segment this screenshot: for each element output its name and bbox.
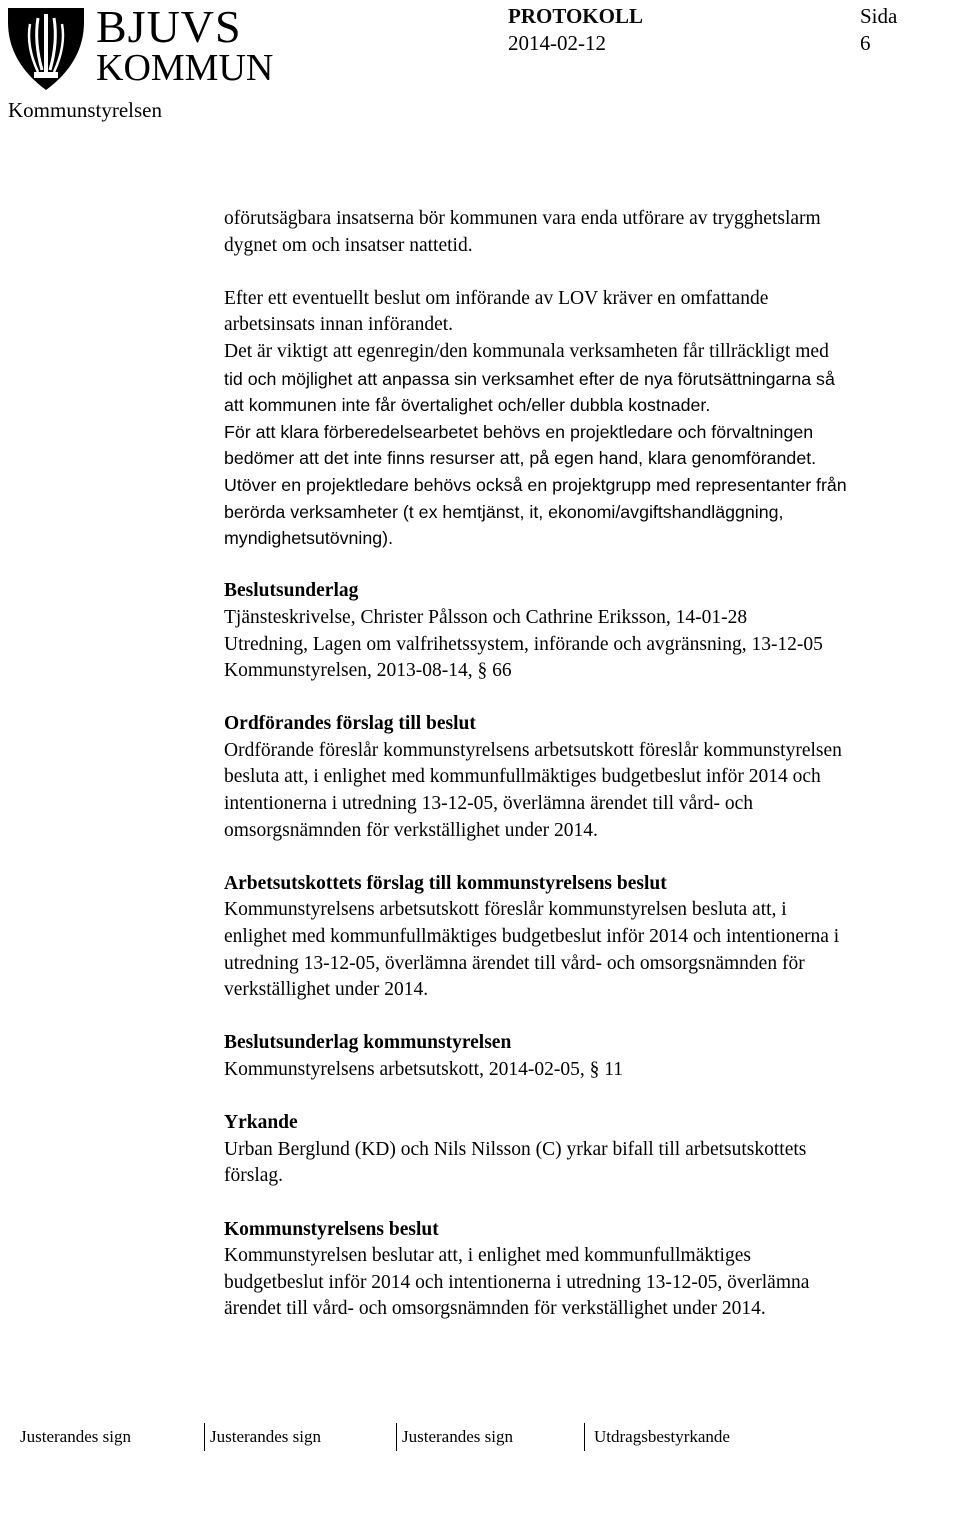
page-label: Sida: [860, 4, 898, 28]
text-line: besluta att, i enlighet med kommunfullmäktiges budgetbeslut inför 2014 och: [224, 766, 821, 788]
signature-footer: [0, 1423, 960, 1473]
signature-box-2: [204, 1423, 396, 1473]
text-line: Kommunstyrelsens arbetsutskott, 2014-02-05, § 11: [224, 1059, 623, 1080]
text-line: förslag.: [224, 1165, 284, 1187]
section-heading: Arbetsutskottets förslag till kommunstyrelsens beslut: [224, 872, 667, 894]
section-heading: Yrkande: [224, 1112, 298, 1134]
text-line: Ordförande föreslår kommunstyrelsens arbetsutskott föreslår kommunstyrelsen: [224, 739, 842, 761]
section-heading: Beslutsunderlag kommunstyrelsen: [224, 1032, 512, 1054]
text-line: Utredning, Lagen om valfrihetssystem, införande och avgränsning, 13-12-05: [224, 633, 823, 655]
page-number: 6: [860, 31, 871, 55]
text-line: myndighetsutövning).: [224, 528, 394, 549]
text-line: Kommunstyrelsen beslutar att, i enlighet med kommunfullmäktiges: [224, 1245, 751, 1267]
signature-label: Utdragsbestyrkande: [594, 1427, 730, 1446]
signature-box-4: [584, 1423, 960, 1473]
text-line: verkställighet under 2014.: [224, 979, 429, 1001]
section-heading: Beslutsunderlag: [224, 580, 359, 602]
text-line: intentionerna i utredning 13-12-05, överlämna ärendet till vård- och: [224, 793, 754, 815]
text-line: oförutsägbara insatserna bör kommunen vara enda utförare av trygghetslarm: [224, 208, 821, 229]
text-line: dygnet om och insatser nattetid.: [224, 234, 473, 256]
text-line: Kommunstyrelsens arbetsutskott föreslår kommunstyrelsen besluta att, i: [224, 899, 787, 921]
signature-label: Justerandes sign: [210, 1427, 321, 1446]
section-heading: Kommunstyrelsens beslut: [224, 1218, 439, 1240]
signature-label: Justerandes sign: [20, 1427, 131, 1446]
text-line: enlighet med kommunfullmäktiges budgetbeslut inför 2014 och intentionerna i: [224, 926, 840, 948]
bjuvs-kommun-logo: [4, 1, 274, 94]
signature-box-1: [0, 1423, 204, 1473]
text-line: arbetsinsats innan införandet.: [224, 314, 454, 336]
text-line: omsorgsnämnden för verkställighet under 2014.: [224, 819, 598, 841]
text-line: bedömer att det inte finns resurser att, på egen hand, klara genomförandet.: [224, 448, 817, 469]
text-line: Tjänsteskrivelse, Christer Pålsson och Cathrine Eriksson, 14-01-28: [224, 606, 748, 628]
document-type: PROTOKOLL: [508, 4, 643, 28]
text-line: berörda verksamheter (t ex hemtjänst, it, ekonomi/avgiftshandläggning,: [224, 501, 784, 522]
text-line: För att klara förberedelsearbetet behövs en projektledare och förvaltningen: [224, 421, 814, 442]
text-line: budgetbeslut inför 2014 och intentionerna i utredning 13-12-05, överlämna: [224, 1271, 810, 1293]
text-line: Det är viktigt att egenregin/den kommunala verksamheten får tillräckligt med: [224, 340, 829, 362]
text-line: utredning 13-12-05, överlämna ärendet till vård- och omsorgsnämnden för: [224, 952, 805, 974]
text-line: Kommunstyrelsen, 2013-08-14, § 66: [224, 660, 512, 682]
document-body: [224, 206, 958, 1323]
text-line: tid och möjlighet att anpassa sin verksamhet efter de nya förutsättningarna så: [224, 368, 835, 389]
text-line: ärendet till vård- och omsorgsnämnden för verkställighet under 2014.: [224, 1298, 766, 1320]
section-heading: Ordförandes förslag till beslut: [224, 713, 476, 735]
text-line: Urban Berglund (KD) och Nils Nilsson (C) yrkar bifall till arbetsutskottets: [224, 1138, 807, 1160]
logo-text-bjuvs: BJUVS: [96, 1, 242, 52]
signature-box-3: [396, 1423, 584, 1473]
logo-text-kommun: KOMMUN: [96, 47, 274, 89]
organ-name: Kommunstyrelsen: [8, 98, 162, 122]
text-line: Utöver en projektledare behövs också en projektgrupp med representanter från: [224, 474, 847, 495]
signature-label: Justerandes sign: [402, 1427, 513, 1446]
text-line: Efter ett eventuellt beslut om införande av LOV kräver en omfattande: [224, 287, 769, 309]
text-line: att kommunen inte får övertalighet och/eller dubbla kostnader.: [224, 395, 711, 416]
meeting-date: 2014-02-12: [508, 31, 606, 55]
